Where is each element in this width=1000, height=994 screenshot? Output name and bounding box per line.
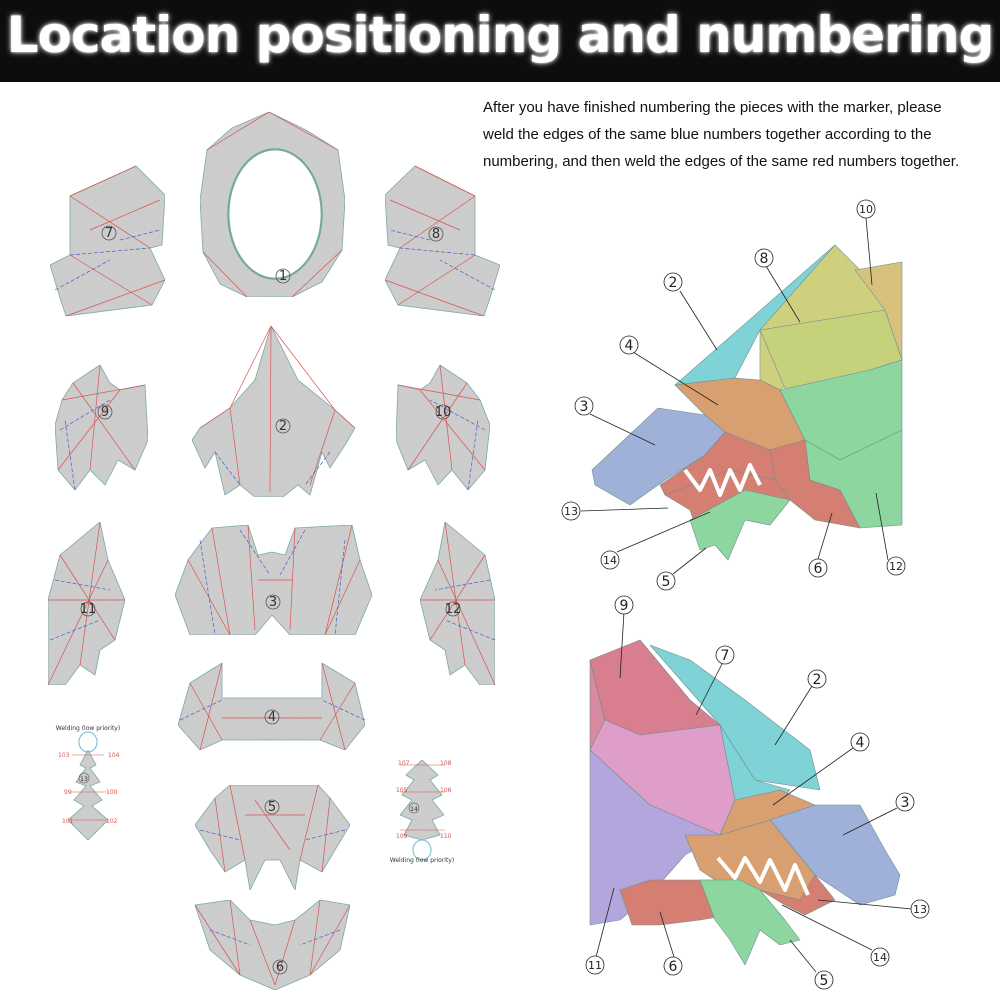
top-label-14: 14 [603,554,617,567]
piece-11-label: 11 [79,602,97,617]
piece-1 [200,112,345,297]
piece-3-label: 3 [268,595,278,610]
title-banner [0,0,1000,82]
piece-14-num-105: 105 [396,787,408,794]
piece-6 [195,900,350,990]
piece-1-label: 1 [278,269,288,284]
piece-13-num-103: 103 [58,752,70,759]
piece-10-label: 10 [434,405,452,420]
bottom-label-5: 5 [819,973,829,989]
bottom-label-3: 3 [900,795,910,811]
piece-14-num-108: 108 [440,760,452,767]
piece-2 [192,326,355,497]
piece-12-label: 12 [444,602,462,617]
instructions-line-2: weld the edges of the same blue numbers together according to the [483,126,932,143]
piece-11 [48,522,125,685]
piece-5 [195,785,350,890]
bottom-label-14: 14 [873,951,887,964]
piece-2-label: 2 [278,419,288,434]
piece-8 [385,166,500,316]
bottom-label-4: 4 [855,735,865,751]
piece-9 [55,365,148,490]
piece-7-label: 7 [104,226,114,241]
bottom-label-6: 6 [668,959,678,975]
top-label-12: 12 [889,560,903,573]
diagram-canvas [0,82,1000,994]
piece-7 [50,166,165,316]
piece-14-label: 14 [410,806,418,813]
piece-10 [396,365,490,490]
instructions-line-1: After you have finished numbering the pieces with the marker, please [483,99,942,116]
top-label-5: 5 [661,574,671,590]
top-label-4: 4 [624,338,634,354]
instructions-line-3: numbering, and then weld the edges of the same red numbers together. [483,153,960,170]
piece-13-num-100: 100 [106,789,118,796]
piece-4-label: 4 [267,710,277,725]
piece-14-welding-note: Welding (low priority) [389,857,455,864]
piece-8-label: 8 [431,227,441,242]
top-label-13: 13 [564,505,578,518]
top-label-6: 6 [813,561,823,577]
top-label-8: 8 [759,251,769,267]
top-label-2: 2 [668,275,678,291]
piece-12 [420,522,495,685]
piece-14-num-109: 109 [396,833,408,840]
piece-5-label: 5 [267,800,277,815]
piece-6-label: 6 [275,960,285,975]
piece-13-num-104: 104 [108,752,120,759]
piece-14-num-107: 107 [398,760,410,767]
bottom-label-13: 13 [913,903,927,916]
top-label-10: 10 [859,203,873,216]
piece-4 [178,663,365,750]
piece-9-label: 9 [100,405,110,420]
piece-14 [390,760,454,864]
piece-13-label: 13 [80,776,88,783]
piece-13-welding-note: Welding (low priority) [55,725,121,732]
pattern-pieces [48,112,500,990]
bottom-label-2: 2 [812,672,822,688]
piece-13-num-102: 102 [106,818,118,825]
model-top [592,245,902,560]
bottom-label-7: 7 [720,648,730,664]
page-title: Location positioning and numbering [6,6,994,64]
piece-13 [56,725,120,840]
bottom-label-11: 11 [588,959,602,972]
top-label-3: 3 [579,399,589,415]
bottom-label-9: 9 [619,598,629,614]
piece-14-num-106: 106 [440,787,452,794]
piece-14-num-110: 110 [440,833,452,840]
piece-13-num-99: 99 [64,789,72,796]
model-bottom [590,640,900,965]
piece-13-num-101: 101 [62,818,74,825]
piece-3 [175,525,372,635]
